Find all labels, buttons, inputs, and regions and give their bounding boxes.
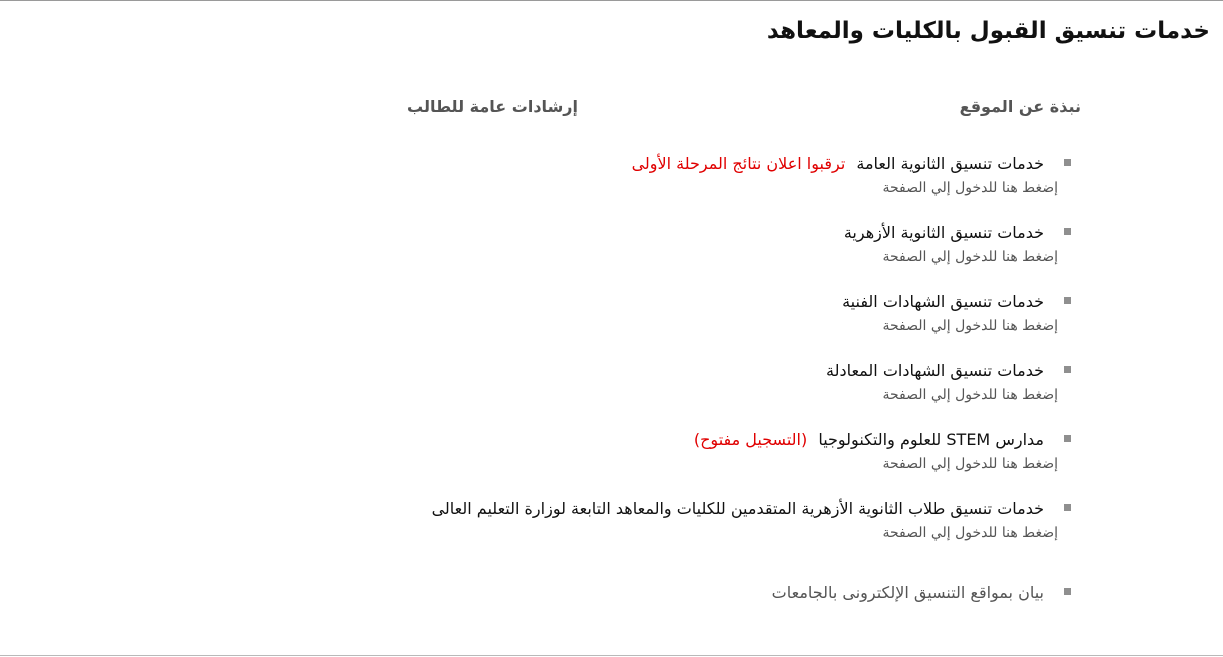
service-enter-link[interactable]: إضغط هنا للدخول إلي الصفحة xyxy=(882,249,1058,265)
top-border xyxy=(0,0,1223,1)
service-name: خدمات تنسيق الشهادات المعادلة xyxy=(826,361,1044,380)
service-name: خدمات تنسيق الشهادات الفنية xyxy=(842,292,1044,311)
service-enter-link[interactable]: إضغط هنا للدخول إلي الصفحة xyxy=(882,387,1058,403)
service-enter-link[interactable]: إضغط هنا للدخول إلي الصفحة xyxy=(882,318,1058,334)
service-name: خدمات تنسيق الثانوية العامة xyxy=(856,154,1044,173)
service-name: بيان بمواقع التنسيق الإلكترونى بالجامعات xyxy=(771,583,1044,602)
square-bullet-icon xyxy=(1064,504,1071,511)
service-item-azhar-secondary xyxy=(171,221,1071,290)
service-item-technical-certificates xyxy=(171,290,1071,359)
square-bullet-icon xyxy=(1064,588,1071,595)
square-bullet-icon xyxy=(1064,435,1071,442)
service-name: خدمات تنسيق الثانوية الأزهرية xyxy=(843,223,1044,242)
square-bullet-icon xyxy=(1064,159,1071,166)
service-link-technical-certificates[interactable] xyxy=(171,290,1044,314)
page-title: خدمات تنسيق القبول بالكليات والمعاهد xyxy=(766,18,1210,44)
service-enter-link[interactable]: إضغط هنا للدخول إلي الصفحة xyxy=(882,525,1058,541)
service-link-azhar-higher-education[interactable] xyxy=(171,497,1044,521)
service-item-equivalent-certificates xyxy=(171,359,1071,428)
square-bullet-icon xyxy=(1064,228,1071,235)
service-link-general-secondary[interactable] xyxy=(171,152,1044,176)
service-enter-link[interactable]: إضغط هنا للدخول إلي الصفحة xyxy=(882,180,1058,196)
student-guidelines-link[interactable]: إرشادات عامة للطالب xyxy=(407,97,578,116)
service-link-stem-schools[interactable] xyxy=(171,428,1044,452)
service-name: مدارس STEM للعلوم والتكنولوجيا xyxy=(818,430,1044,449)
bottom-border xyxy=(0,655,1223,656)
registration-open-note: (التسجيل مفتوح) xyxy=(693,430,808,449)
square-bullet-icon xyxy=(1064,366,1071,373)
service-link-azhar-secondary[interactable] xyxy=(171,221,1044,245)
service-item-stem-schools xyxy=(171,428,1071,497)
service-item-azhar-higher-education xyxy=(171,497,1071,581)
service-enter-link[interactable]: إضغط هنا للدخول إلي الصفحة xyxy=(882,456,1058,472)
university-coordination-sites-link[interactable] xyxy=(171,581,1044,605)
service-item-university-sites xyxy=(171,581,1071,650)
service-item-general-secondary xyxy=(171,152,1071,221)
service-link-equivalent-certificates[interactable] xyxy=(171,359,1044,383)
service-announcement: ترقبوا اعلان نتائج المرحلة الأولى xyxy=(631,154,846,173)
square-bullet-icon xyxy=(1064,297,1071,304)
services-list xyxy=(171,152,1071,650)
service-name: خدمات تنسيق طلاب الثانوية الأزهرية المتقدمين للكليات والمعاهد التابعة لوزارة التعليم العالى xyxy=(431,499,1044,518)
about-site-link[interactable]: نبذة عن الموقع xyxy=(959,97,1081,116)
